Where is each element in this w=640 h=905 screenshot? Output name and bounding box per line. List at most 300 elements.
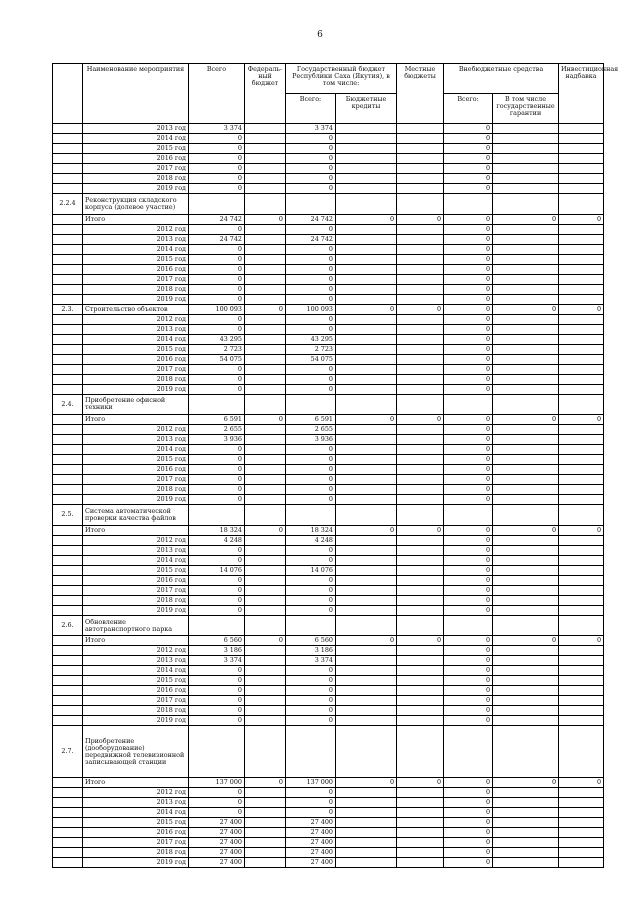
value-cell [493,716,559,726]
row-name: 2017 год [83,475,189,485]
row-index [53,636,83,646]
value-cell [245,615,286,636]
value-cell: 0 [444,475,493,485]
row-name: 2017 год [83,696,189,706]
value-cell: 0 [397,525,444,535]
value-cell [245,284,286,294]
row-index [53,575,83,585]
value-cell [245,234,286,244]
row-index [53,455,83,465]
value-cell [493,234,559,244]
row-name: 2017 год [83,274,189,284]
value-cell: 0 [245,214,286,224]
row-name: 2017 год [83,585,189,595]
header-off-total: Всего: [444,94,493,124]
value-cell [397,565,444,575]
value-cell: 0 [444,636,493,646]
value-cell [559,585,604,595]
value-cell: 24 742 [189,214,245,224]
value-cell [493,144,559,154]
value-cell: 0 [286,797,336,807]
value-cell: 0 [286,575,336,585]
value-cell [336,565,397,575]
value-cell: 14 076 [286,565,336,575]
value-cell: 0 [286,787,336,797]
value-cell: 0 [444,495,493,505]
value-cell [559,124,604,134]
value-cell: 18 324 [286,525,336,535]
value-cell [245,535,286,545]
value-cell: 6 591 [286,415,336,425]
table-row [53,817,604,827]
value-cell [245,716,286,726]
table-row [53,787,604,797]
value-cell [559,184,604,194]
value-cell [397,254,444,264]
value-cell: 0 [189,545,245,555]
value-cell: 0 [286,324,336,334]
row-name: 2017 год [83,837,189,847]
row-name: 2013 год [83,797,189,807]
value-cell [336,374,397,384]
value-cell [336,194,397,215]
table-row [53,314,604,324]
value-cell [493,314,559,324]
value-cell: 0 [444,656,493,666]
row-name: 2019 год [83,605,189,615]
value-cell: 0 [286,686,336,696]
value-cell: 0 [189,374,245,384]
value-cell: 0 [189,264,245,274]
value-cell [493,686,559,696]
value-cell [245,134,286,144]
row-name: Приобретение офисной техники [83,394,189,415]
value-cell [336,495,397,505]
table-row [53,706,604,716]
row-name: 2016 год [83,264,189,274]
value-cell [245,807,286,817]
value-cell [559,817,604,827]
value-cell [245,465,286,475]
table-row [53,134,604,144]
value-cell [397,666,444,676]
row-index [53,646,83,656]
table-row [53,394,604,415]
value-cell: 0 [493,636,559,646]
table-row [53,545,604,555]
value-cell [336,666,397,676]
value-cell [493,827,559,837]
value-cell: 0 [286,475,336,485]
value-cell [397,495,444,505]
row-index [53,214,83,224]
row-index [53,475,83,485]
value-cell: 0 [444,555,493,565]
value-cell [559,274,604,284]
table-row [53,455,604,465]
value-cell: 0 [189,555,245,565]
table-row [53,827,604,837]
table-row [53,565,604,575]
row-index: 2.3. [53,304,83,314]
value-cell: 24 742 [286,214,336,224]
value-cell [559,234,604,244]
row-index [53,324,83,334]
value-cell [493,445,559,455]
value-cell [336,837,397,847]
value-cell: 0 [397,304,444,314]
row-name: 2014 год [83,807,189,817]
value-cell [559,605,604,615]
value-cell: 0 [444,144,493,154]
row-name: 2014 год [83,445,189,455]
value-cell [493,364,559,374]
row-index [53,706,83,716]
row-name: 2018 год [83,595,189,605]
value-cell [559,535,604,545]
row-name: 2018 год [83,374,189,384]
value-cell [397,787,444,797]
value-cell [189,505,245,526]
header-invest: Инвестиционная надбавка [559,64,604,124]
value-cell: 0 [444,525,493,535]
table-row [53,284,604,294]
value-cell [245,505,286,526]
value-cell: 0 [245,415,286,425]
value-cell: 0 [336,304,397,314]
table-row [53,686,604,696]
value-cell [245,124,286,134]
value-cell [493,787,559,797]
value-cell: 24 742 [286,234,336,244]
value-cell [397,324,444,334]
value-cell [559,344,604,354]
value-cell [397,656,444,666]
row-index [53,827,83,837]
value-cell [397,465,444,475]
value-cell: 0 [444,274,493,284]
value-cell: 0 [189,324,245,334]
value-cell: 2 655 [286,425,336,435]
row-index [53,817,83,827]
row-index [53,174,83,184]
value-cell: 0 [286,555,336,565]
value-cell [245,857,286,867]
value-cell: 0 [189,144,245,154]
value-cell [245,495,286,505]
row-index: 2.5. [53,505,83,526]
value-cell [397,144,444,154]
value-cell [559,555,604,565]
value-cell [397,475,444,485]
value-cell [493,194,559,215]
value-cell: 27 400 [286,817,336,827]
value-cell [444,726,493,778]
row-name: 2015 год [83,144,189,154]
value-cell: 0 [444,817,493,827]
row-index [53,144,83,154]
value-cell [245,344,286,354]
row-name: 2013 год [83,545,189,555]
value-cell: 0 [189,455,245,465]
value-cell [493,254,559,264]
row-index [53,184,83,194]
value-cell: 137 000 [189,777,245,787]
table-row [53,214,604,224]
value-cell: 0 [444,244,493,254]
value-cell [336,787,397,797]
row-name: 2016 год [83,354,189,364]
value-cell [245,364,286,374]
value-cell [559,696,604,706]
value-cell: 0 [245,777,286,787]
value-cell [559,324,604,334]
table-row [53,415,604,425]
table-row [53,525,604,535]
row-index [53,605,83,615]
row-name: 2013 год [83,656,189,666]
value-cell: 0 [444,344,493,354]
value-cell [493,555,559,565]
row-name: Строительство объектов [83,304,189,314]
value-cell: 0 [444,234,493,244]
value-cell: 0 [444,445,493,455]
value-cell: 0 [189,284,245,294]
row-index [53,696,83,706]
value-cell: 0 [444,706,493,716]
row-name: 2012 год [83,787,189,797]
value-cell: 0 [189,485,245,495]
value-cell: 0 [189,797,245,807]
value-cell [559,394,604,415]
table-row [53,384,604,394]
value-cell [397,575,444,585]
value-cell [397,535,444,545]
value-cell [336,615,397,636]
value-cell: 27 400 [189,827,245,837]
row-index [53,495,83,505]
value-cell: 27 400 [189,857,245,867]
row-name: 2013 год [83,324,189,334]
table-row [53,174,604,184]
value-cell: 3 374 [189,656,245,666]
value-cell [245,274,286,284]
value-cell: 0 [286,314,336,324]
value-cell: 0 [189,274,245,284]
value-cell: 0 [286,184,336,194]
row-index [53,535,83,545]
value-cell [493,656,559,666]
value-cell [245,475,286,485]
value-cell: 0 [189,224,245,234]
header-offbudget: Внебюджетные средства [444,64,559,94]
value-cell [336,184,397,194]
value-cell: 0 [444,465,493,475]
value-cell: 0 [444,324,493,334]
table-row [53,224,604,234]
value-cell [336,726,397,778]
value-cell: 0 [286,294,336,304]
value-cell [245,184,286,194]
value-cell [397,847,444,857]
table-row [53,354,604,364]
row-name: 2019 год [83,384,189,394]
value-cell [493,324,559,334]
table-row [53,425,604,435]
table-row [53,364,604,374]
value-cell: 0 [286,465,336,475]
value-cell: 0 [286,364,336,374]
value-cell: 54 075 [189,354,245,364]
value-cell [559,706,604,716]
row-name: 2013 год [83,124,189,134]
value-cell: 0 [444,334,493,344]
value-cell: 0 [189,595,245,605]
header-name: Наименование мероприятия [83,64,189,124]
value-cell [397,485,444,495]
value-cell: 0 [444,164,493,174]
value-cell [336,445,397,455]
row-index [53,656,83,666]
value-cell [493,394,559,415]
value-cell [245,726,286,778]
value-cell [336,324,397,334]
row-name: 2013 год [83,234,189,244]
value-cell [493,726,559,778]
value-cell: 0 [336,525,397,535]
table-row [53,696,604,706]
value-cell [336,364,397,374]
value-cell [245,666,286,676]
value-cell: 3 374 [286,656,336,666]
value-cell: 0 [444,857,493,867]
value-cell: 0 [444,304,493,314]
value-cell [336,716,397,726]
value-cell [559,194,604,215]
value-cell [245,837,286,847]
value-cell: 0 [245,525,286,535]
value-cell: 0 [444,827,493,837]
value-cell: 0 [559,636,604,646]
row-name: 2018 год [83,485,189,495]
value-cell: 0 [286,595,336,605]
row-index [53,585,83,595]
value-cell [397,837,444,847]
value-cell [397,545,444,555]
value-cell [336,274,397,284]
value-cell [397,595,444,605]
value-cell [245,425,286,435]
value-cell: 0 [444,154,493,164]
value-cell [336,254,397,264]
value-cell [245,384,286,394]
value-cell [397,425,444,435]
value-cell [559,797,604,807]
value-cell [336,224,397,234]
value-cell [397,244,444,254]
row-index [53,716,83,726]
value-cell: 0 [189,686,245,696]
row-index [53,124,83,134]
value-cell: 0 [444,535,493,545]
value-cell: 0 [444,565,493,575]
table-row [53,595,604,605]
value-cell: 0 [245,636,286,646]
value-cell: 0 [189,575,245,585]
table-row [53,797,604,807]
value-cell: 0 [286,605,336,615]
value-cell [245,817,286,827]
value-cell [493,174,559,184]
table-row [53,585,604,595]
value-cell [397,605,444,615]
value-cell [559,445,604,455]
value-cell: 0 [336,415,397,425]
value-cell [559,827,604,837]
value-cell [336,595,397,605]
value-cell [559,174,604,184]
value-cell: 0 [444,284,493,294]
value-cell: 27 400 [286,827,336,837]
value-cell [559,465,604,475]
value-cell: 0 [444,264,493,274]
value-cell: 0 [189,384,245,394]
header-federal: Федераль-ный бюджет [245,64,286,124]
value-cell: 0 [189,314,245,324]
row-index [53,274,83,284]
value-cell [559,334,604,344]
row-name: 2014 год [83,134,189,144]
value-cell: 3 374 [189,124,245,134]
header-local: Местные бюджеты [397,64,444,124]
value-cell [397,124,444,134]
value-cell [336,686,397,696]
value-cell: 0 [286,254,336,264]
value-cell [493,676,559,686]
value-cell: 2 723 [286,344,336,354]
row-index [53,354,83,364]
value-cell [245,797,286,807]
value-cell [245,174,286,184]
value-cell: 27 400 [189,837,245,847]
value-cell: 0 [286,144,336,154]
value-cell [336,807,397,817]
value-cell [559,495,604,505]
row-index [53,224,83,234]
value-cell: 0 [189,666,245,676]
row-index [53,676,83,686]
value-cell [336,384,397,394]
row-index [53,344,83,354]
row-index [53,264,83,274]
value-cell [245,445,286,455]
value-cell: 54 075 [286,354,336,364]
row-name: 2016 год [83,827,189,837]
value-cell [559,575,604,585]
value-cell [493,154,559,164]
value-cell [336,334,397,344]
value-cell [493,344,559,354]
value-cell [397,224,444,234]
value-cell: 0 [286,244,336,254]
value-cell [245,224,286,234]
value-cell [286,726,336,778]
value-cell [493,244,559,254]
value-cell: 0 [444,787,493,797]
value-cell [493,124,559,134]
value-cell: 100 093 [189,304,245,314]
table-row [53,264,604,274]
